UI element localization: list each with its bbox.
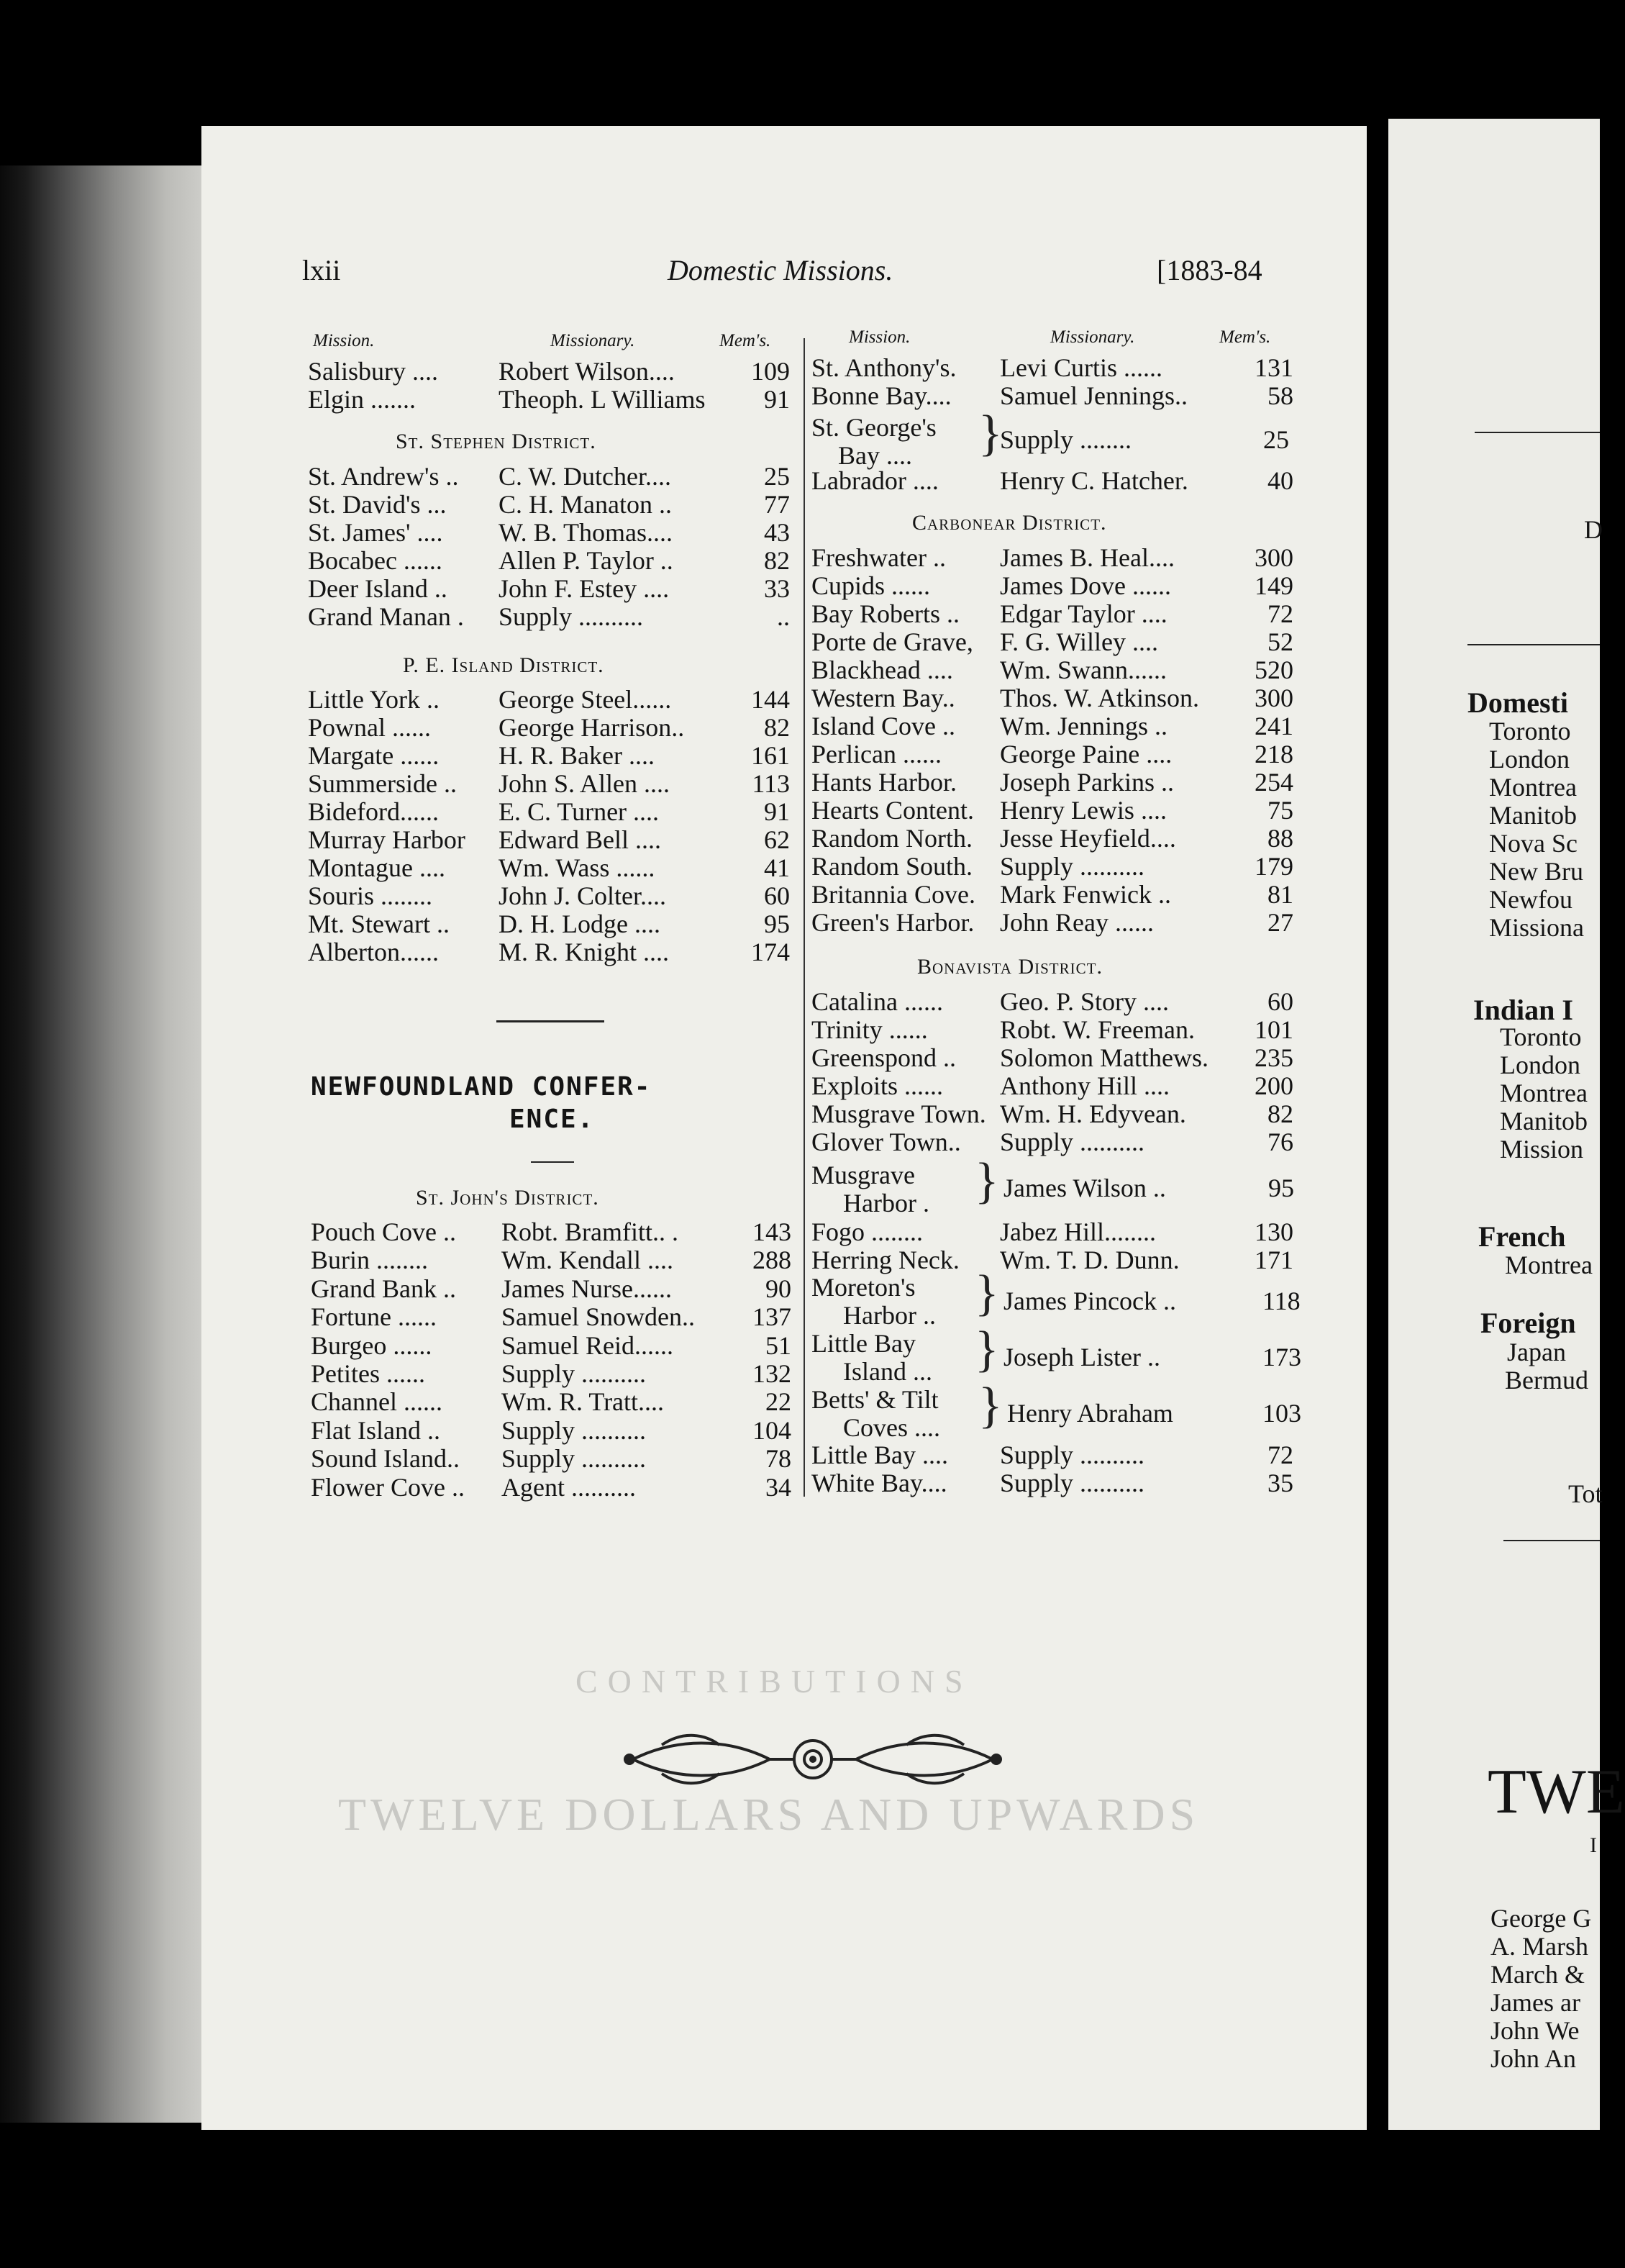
list-item (308, 602, 790, 631)
list-item (811, 599, 1293, 628)
list-item (811, 796, 1293, 825)
district-heading: Bonavista District. (917, 955, 1103, 979)
mission-name-line1: St. George's (811, 413, 937, 442)
members-count: 72 (1267, 1441, 1293, 1469)
members-count: 76 (1267, 1128, 1293, 1156)
list-item (811, 908, 1293, 937)
missionary-name: John J. Colter.... (499, 881, 667, 910)
mission-name: Summerside .. (308, 769, 457, 798)
list-item (308, 797, 790, 826)
list-item (311, 1387, 791, 1416)
missionary-name: James B. Heal.... (1000, 543, 1175, 572)
mission-name: Western Bay.. (811, 684, 955, 712)
members-count: 101 (1255, 1015, 1293, 1044)
right-page-item: Montrea (1489, 773, 1577, 802)
missionary-name: James Dove ...... (1000, 571, 1171, 600)
mission-name: Hearts Content. (811, 796, 974, 825)
list-item (811, 987, 1293, 1016)
district-heading: St. John's District. (416, 1186, 599, 1210)
list-item (811, 1015, 1293, 1044)
missionary-name: Joseph Parkins .. (1000, 768, 1174, 797)
mission-name: Grand Bank .. (311, 1274, 456, 1303)
missionary-name: Jabez Hill........ (1000, 1217, 1156, 1246)
members-count: 75 (1267, 796, 1293, 825)
mission-name: Trinity ...... (811, 1015, 928, 1044)
list-item (811, 712, 1293, 740)
members-count: 60 (1267, 987, 1293, 1016)
mission-name: Flat Island .. (311, 1415, 440, 1445)
right-page-item: Montrea (1505, 1251, 1593, 1279)
right-page-heading: French (1478, 1220, 1566, 1253)
list-item (811, 1246, 1293, 1274)
members-count: 88 (1267, 824, 1293, 853)
members-count: 520 (1255, 656, 1293, 684)
brace: } (978, 406, 1003, 461)
members-count: 82 (764, 713, 790, 742)
list-item (311, 1359, 791, 1388)
mission-name: Little York .. (308, 685, 440, 714)
mission-name: Blackhead .... (811, 656, 953, 684)
brace: } (975, 1322, 999, 1377)
page-number: lxii (302, 254, 341, 286)
mission-name: Montague .... (308, 853, 445, 882)
right-page-item: Mission (1500, 1135, 1584, 1164)
right-page-item: Bermud (1505, 1366, 1588, 1394)
brace: } (978, 1378, 1003, 1433)
divider (1467, 644, 1600, 645)
mission-name: Hants Harbor. (811, 768, 957, 797)
mission-name: Island Cove .. (811, 712, 955, 740)
members-count: 34 (765, 1472, 791, 1502)
missionary-name: John F. Estey .... (499, 574, 670, 603)
missionary-name: Supply .......... (501, 1415, 647, 1445)
mission-name: Random South. (811, 852, 973, 881)
mission-name: Souris ........ (308, 881, 433, 910)
list-item (308, 825, 790, 854)
mission-name: Petites ...... (311, 1359, 425, 1388)
list-item (311, 1473, 791, 1502)
list-item (811, 852, 1293, 881)
members-count: 90 (765, 1274, 791, 1303)
missionary-name: Solomon Matthews. (1000, 1043, 1209, 1072)
missionary-name: John S. Allen .... (499, 769, 670, 798)
mission-name: Greenspond .. (811, 1043, 956, 1072)
right-page-item: Montrea (1500, 1079, 1588, 1107)
list-item (311, 1416, 791, 1445)
district-heading: Carbonear District. (912, 511, 1107, 535)
members-count: 95 (1268, 1174, 1294, 1202)
members-count: 173 (1262, 1343, 1301, 1371)
mission-name-line2: Island ... (843, 1357, 932, 1386)
members-count: 200 (1255, 1071, 1293, 1100)
missionary-name: Wm. T. D. Dunn. (1000, 1246, 1180, 1274)
members-count: 82 (764, 546, 790, 575)
members-count: 22 (765, 1387, 791, 1417)
missionary-name: George Harrison.. (499, 713, 685, 742)
members-count: 171 (1255, 1246, 1293, 1274)
conference-heading-cont: ENCE. (509, 1104, 595, 1134)
col-head-missionary-left: Missionary. (550, 331, 635, 350)
mission-name: Perlican ...... (811, 740, 942, 768)
list-item (811, 1071, 1293, 1100)
missionary-name: Joseph Lister .. (1003, 1343, 1160, 1371)
missionary-name: Supply .......... (499, 602, 644, 631)
list-item (811, 824, 1293, 853)
members-count: 300 (1255, 543, 1293, 572)
mission-name: White Bay.... (811, 1469, 947, 1497)
missionary-name: Supply .......... (501, 1444, 647, 1474)
missionary-name: Anthony Hill .... (1000, 1071, 1170, 1100)
members-count: 78 (765, 1444, 791, 1474)
mission-name: Margate ...... (308, 741, 440, 770)
right-page-item: Manitob (1500, 1107, 1588, 1135)
missionary-name: E. C. Turner .... (499, 797, 660, 826)
mission-name: Random North. (811, 824, 973, 853)
members-count: 91 (764, 797, 790, 826)
members-count: 161 (751, 741, 790, 770)
right-page-item: John We (1490, 2016, 1580, 2045)
right-page-heading: Indian I (1473, 994, 1573, 1026)
missionary-name: James Nurse...... (501, 1274, 672, 1303)
missionary-name: Jesse Heyfield.... (1000, 824, 1176, 853)
missionary-name: Samuel Snowden.. (501, 1302, 695, 1332)
col-head-members-right: Mem's. (1219, 327, 1271, 347)
column-divider (804, 338, 805, 1497)
missionary-name: Wm. Kendall .... (501, 1246, 673, 1275)
mission-name: Glover Town.. (811, 1128, 961, 1156)
missionary-name: Wm. H. Edyvean. (1000, 1099, 1186, 1128)
brace: } (975, 1266, 999, 1321)
members-count: 132 (752, 1359, 791, 1388)
members-count: 144 (751, 685, 790, 714)
bleed-through-text: TWELVE DOLLARS AND UPWARDS (338, 1789, 1200, 1840)
right-page-item: London (1489, 745, 1570, 774)
missionary-name: Supply .......... (1000, 1441, 1145, 1469)
mission-name: Pouch Cove .. (311, 1217, 456, 1246)
missionary-name: Samuel Reid...... (501, 1330, 673, 1360)
mission-name-line2: Coves .... (843, 1413, 940, 1442)
mission-name: Grand Manan . (308, 602, 464, 631)
missionary-name: George Paine .... (1000, 740, 1173, 768)
missionary-name: Mark Fenwick .. (1000, 880, 1171, 909)
members-count: 118 (1262, 1287, 1301, 1315)
list-item (311, 1302, 791, 1331)
mission-name: Deer Island .. (308, 574, 447, 603)
list-item (311, 1331, 791, 1360)
brace: } (975, 1153, 999, 1209)
district-heading: St. Stephen District. (396, 430, 596, 453)
right-page-title: TWE (1488, 1757, 1625, 1827)
list-item (811, 880, 1293, 909)
right-page-item: Missiona (1489, 913, 1585, 942)
mission-name: Pownal ...... (308, 713, 431, 742)
right-page-heading: Domesti (1467, 686, 1568, 719)
list-item (811, 1469, 1293, 1497)
missionary-name: Edward Bell .... (499, 825, 661, 854)
missionary-name: M. R. Knight .... (499, 938, 670, 966)
missionary-name: C. W. Dutcher.... (499, 462, 671, 491)
col-head-mission-left: Mission. (313, 331, 375, 350)
right-page-item: Toronto (1500, 1022, 1582, 1051)
list-item (308, 574, 790, 603)
members-count: 149 (1255, 571, 1293, 600)
ornament-flourish-icon (619, 1731, 1007, 1788)
mission-name: Porte de Grave, (811, 627, 973, 656)
list-item (811, 1128, 1293, 1156)
missionary-name: Wm. R. Tratt.... (501, 1387, 665, 1417)
mission-name: Herring Neck. (811, 1246, 960, 1274)
list-item (811, 627, 1293, 656)
missionary-name: Wm. Wass ...... (499, 853, 655, 882)
list-item (308, 546, 790, 575)
mission-name: Sound Island.. (311, 1444, 460, 1474)
conference-heading: NEWFOUNDLAND CONFER- (311, 1072, 652, 1102)
list-item (311, 1444, 791, 1473)
members-count: 62 (764, 825, 790, 854)
members-count: 82 (1267, 1099, 1293, 1128)
right-page-item: March & (1490, 1960, 1585, 1989)
list-item (311, 1217, 791, 1246)
missionary-name: C. H. Manaton .. (499, 490, 672, 519)
bleed-through-text: CONTRIBUTIONS (575, 1663, 973, 1700)
missionary-name: F. G. Willey .... (1000, 627, 1159, 656)
district-heading: P. E. Island District. (403, 653, 604, 677)
mission-name: Mt. Stewart .. (308, 910, 450, 938)
right-page-text: D (1584, 515, 1603, 544)
book-edge (0, 165, 209, 2123)
members-count: 60 (764, 881, 790, 910)
missionary-name: Henry Lewis .... (1000, 796, 1167, 825)
missionary-name: Edgar Taylor .... (1000, 599, 1167, 628)
mission-name: Britannia Cove. (811, 880, 975, 909)
members-count: 288 (752, 1246, 791, 1275)
members-count: 72 (1267, 599, 1293, 628)
mission-name: Little Bay .... (811, 1441, 948, 1469)
list-item: Bonne Bay.... Samuel Jennings.. 58 (811, 381, 1293, 410)
members-count: 25 (1263, 425, 1289, 454)
missionary-name: D. H. Lodge .... (499, 910, 660, 938)
missionary-name: James Pincock .. (1003, 1287, 1176, 1315)
missionary-name: Wm. Jennings .. (1000, 712, 1167, 740)
missionary-name: Supply .......... (1000, 1469, 1145, 1497)
mission-name: Exploits ...... (811, 1071, 944, 1100)
members-count: 104 (752, 1415, 791, 1445)
members-count: 137 (752, 1302, 791, 1332)
right-page-item: New Bru (1489, 857, 1583, 886)
right-page-item: George G (1490, 1904, 1592, 1933)
mission-name: Musgrave Town. (811, 1099, 986, 1128)
list-item (811, 684, 1293, 712)
right-page-item: I (1590, 1833, 1597, 1857)
members-count: 300 (1255, 684, 1293, 712)
members-count: 77 (764, 490, 790, 519)
mission-name-line1: Betts' & Tilt (811, 1385, 939, 1414)
mission-name-line1: Little Bay (811, 1329, 916, 1358)
list-item (308, 938, 790, 966)
mission-name: Burin ........ (311, 1246, 429, 1275)
mission-name: Bocabec ...... (308, 546, 442, 575)
mission-name-line1: Musgrave (811, 1161, 915, 1189)
list-item (811, 1043, 1293, 1072)
missionary-name: Thos. W. Atkinson. (1000, 684, 1200, 712)
list-item (308, 462, 790, 491)
missionary-name: George Steel...... (499, 685, 672, 714)
right-page-item: John An (1490, 2044, 1577, 2073)
members-count: 103 (1262, 1399, 1301, 1428)
divider (1503, 1540, 1600, 1541)
members-count: 43 (764, 518, 790, 547)
divider (531, 1161, 574, 1163)
members-count: 235 (1255, 1043, 1293, 1072)
list-item (811, 740, 1293, 768)
right-page-item: Japan (1507, 1338, 1566, 1366)
members-count: 51 (765, 1330, 791, 1360)
missionary-name: Supply ........ (1000, 425, 1132, 454)
mission-name: Bideford...... (308, 797, 439, 826)
col-head-members-left: Mem's. (719, 331, 771, 350)
mission-name: Burgeo ...... (311, 1330, 432, 1360)
missionary-name: Henry Abraham (1007, 1399, 1173, 1428)
list-item: St. Anthony's. Levi Curtis ...... 131 (811, 353, 1293, 382)
mission-name-line2: Bay .... (838, 441, 912, 470)
right-page-item: Newfou (1489, 885, 1572, 914)
members-count: 254 (1255, 768, 1293, 797)
missionary-name: Supply .......... (1000, 1128, 1145, 1156)
mission-name: Catalina ...... (811, 987, 943, 1016)
missionary-name: Robt. Bramfitt.. . (501, 1217, 678, 1246)
right-page-item: Toronto (1489, 717, 1571, 745)
mission-name-line1: Moreton's (811, 1273, 916, 1302)
members-count: 27 (1267, 908, 1293, 937)
list-item (811, 768, 1293, 797)
members-count: 218 (1255, 740, 1293, 768)
members-count: 143 (752, 1217, 791, 1246)
list-item: Labrador .... Henry C. Hatcher. 40 (811, 466, 1293, 495)
mission-name-line2: Harbor .. (843, 1301, 936, 1330)
missionary-name: Supply .......... (1000, 852, 1145, 881)
list-item (311, 1274, 791, 1303)
right-page-heading: Foreign (1480, 1307, 1576, 1339)
members-count: 81 (1267, 880, 1293, 909)
list-item (811, 1441, 1293, 1469)
right-page-item: James ar (1490, 1988, 1580, 2017)
right-page-item: A. Marsh (1490, 1932, 1588, 1961)
col-head-missionary-right: Missionary. (1050, 327, 1135, 347)
list-item: Salisbury .... Robert Wilson.... 109 (308, 357, 790, 386)
mission-name: Freshwater .. (811, 543, 946, 572)
right-page-item: Manitob (1489, 801, 1577, 830)
list-item (811, 1099, 1293, 1128)
list-item (811, 1217, 1293, 1246)
page-year: [1883-84 (1157, 254, 1262, 286)
mission-name: Alberton...... (308, 938, 439, 966)
mission-name: Bay Roberts .. (811, 599, 960, 628)
list-item (308, 713, 790, 742)
mission-name: Flower Cove .. (311, 1472, 465, 1502)
list-item (308, 490, 790, 519)
missionary-name: Robt. W. Freeman. (1000, 1015, 1195, 1044)
mission-name: St. David's ... (308, 490, 447, 519)
members-count: 25 (764, 462, 790, 491)
members-count: 174 (751, 938, 790, 966)
list-item (311, 1246, 791, 1274)
missionary-name: James Wilson .. (1003, 1174, 1166, 1202)
divider (496, 1020, 604, 1022)
missionary-name: Allen P. Taylor .. (499, 546, 673, 575)
list-item (811, 543, 1293, 572)
missionary-name: H. R. Baker .... (499, 741, 655, 770)
missionary-name: Geo. P. Story .... (1000, 987, 1170, 1016)
mission-name-line2: Harbor . (843, 1189, 929, 1217)
missionary-name: W. B. Thomas.... (499, 518, 673, 547)
mission-name: Murray Harbor (308, 825, 465, 854)
members-count: 95 (764, 910, 790, 938)
members-count: .. (777, 602, 790, 631)
list-item: Elgin ....... Theoph. L Williams 91 (308, 385, 790, 414)
members-count: 52 (1267, 627, 1293, 656)
mission-name: Fogo ........ (811, 1217, 924, 1246)
list-item (308, 518, 790, 547)
right-page-item: London (1500, 1051, 1580, 1079)
list-item (811, 656, 1293, 684)
missionary-name: Supply .......... (501, 1359, 647, 1388)
missionary-name: John Reay ...... (1000, 908, 1154, 937)
members-count: 35 (1267, 1469, 1293, 1497)
page-title: Domestic Missions. (668, 254, 893, 286)
list-item (308, 685, 790, 714)
members-count: 241 (1255, 712, 1293, 740)
missionary-name: Agent .......... (501, 1472, 636, 1502)
mission-name: St. Andrew's .. (308, 462, 459, 491)
right-page-item: Tot (1568, 1479, 1603, 1508)
list-item (308, 853, 790, 882)
col-head-mission-right: Mission. (849, 327, 911, 347)
mission-name: St. James' .... (308, 518, 443, 547)
list-item (308, 769, 790, 798)
list-item (308, 881, 790, 910)
missionary-name: Wm. Swann...... (1000, 656, 1167, 684)
members-count: 33 (764, 574, 790, 603)
right-page-item: Nova Sc (1489, 829, 1578, 858)
members-count: 179 (1255, 852, 1293, 881)
members-count: 113 (752, 769, 790, 798)
list-item (308, 741, 790, 770)
divider (1475, 432, 1600, 433)
list-item (811, 571, 1293, 600)
mission-name: Fortune ...... (311, 1302, 437, 1332)
list-item (308, 910, 790, 938)
members-count: 41 (764, 853, 790, 882)
mission-name: Green's Harbor. (811, 908, 975, 937)
mission-name: Channel ...... (311, 1387, 442, 1417)
members-count: 130 (1255, 1217, 1293, 1246)
mission-name: Cupids ...... (811, 571, 931, 600)
